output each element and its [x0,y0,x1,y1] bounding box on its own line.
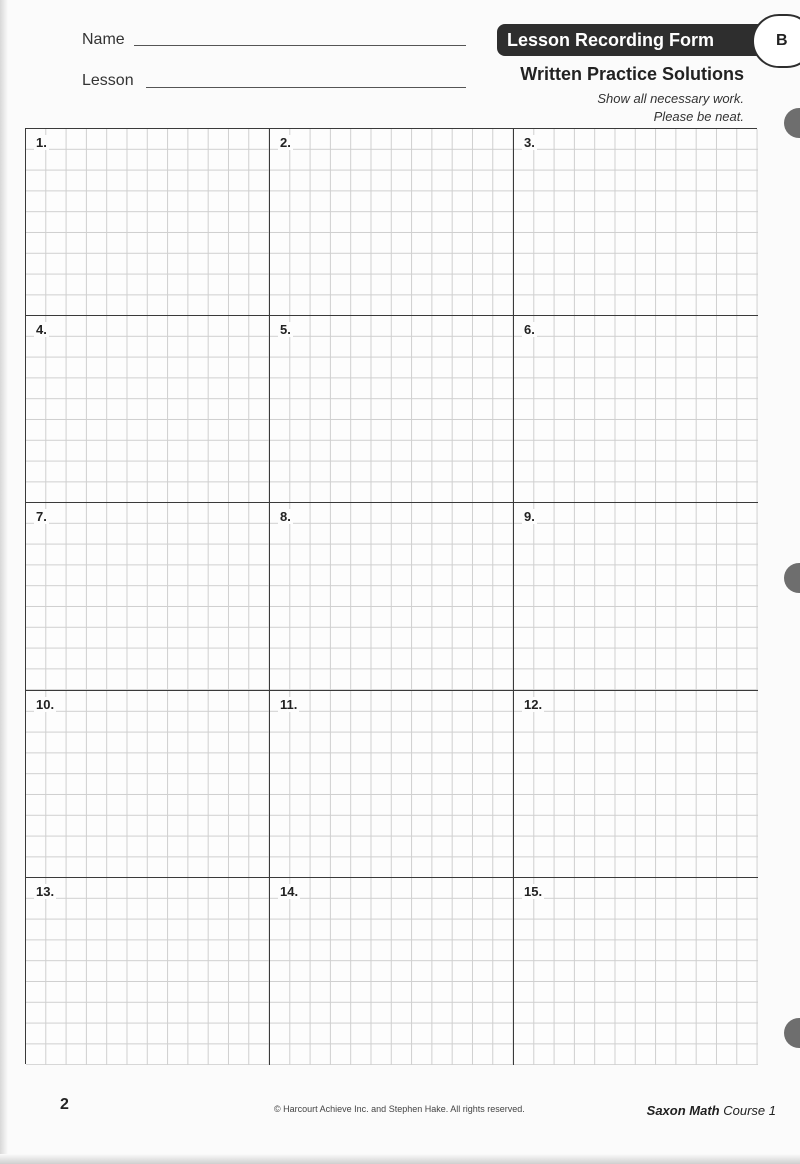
form-letter: B [776,32,788,49]
problem-box[interactable] [270,503,514,690]
problem-number: 6. [524,322,535,338]
problem-number: 11. [280,696,298,712]
book-title-course: Course 1 [719,1103,776,1118]
problem-number: 9. [524,509,535,525]
form-letter-badge [752,14,800,68]
instruction-show-work: Show all necessary work. [597,91,744,106]
form-title: Lesson Recording Form [507,30,715,50]
problem-box[interactable] [270,878,514,1065]
problem-box[interactable] [26,316,270,503]
problem-box[interactable] [514,503,758,690]
problem-number: 2. [280,135,291,150]
binder-hole [784,563,800,593]
binder-hole [784,108,800,138]
problem-box[interactable] [26,878,270,1065]
problem-number: 8. [280,509,291,525]
problem-box[interactable] [270,129,514,316]
problem-number: 5. [280,322,291,338]
form-subtitle: Written Practice Solutions [520,64,744,84]
problem-number: 4. [36,322,47,338]
book-title [647,1103,776,1118]
book-title-series: Saxon Math [646,1103,720,1118]
problem-number: 7. [36,509,47,525]
problem-box[interactable] [514,129,758,316]
problem-number: 12. [524,696,543,712]
problem-box[interactable] [26,129,270,316]
problem-number: 10. [36,696,55,712]
problem-box[interactable] [26,503,270,690]
problem-grid [25,128,757,1064]
name-field[interactable] [134,45,466,46]
problem-box[interactable] [270,316,514,503]
problem-number: 15. [524,883,543,899]
problem-number: 14. [280,883,299,899]
binder-hole [784,1018,800,1048]
copyright-notice: © Harcourt Achieve Inc. and Stephen Hake. All rights reserved. [274,1104,525,1114]
problem-box[interactable] [514,878,758,1065]
problem-number: 1. [36,135,47,150]
name-label: Name [82,31,125,48]
lesson-label: Lesson [82,72,134,89]
lesson-field[interactable] [146,87,466,88]
page-number: 2 [60,1096,69,1113]
problem-number: 3. [524,135,535,150]
scan-bottom-edge [0,1154,800,1164]
problem-box[interactable] [26,691,270,878]
problem-number: 13. [36,883,55,899]
form-title-tab [497,24,767,56]
problem-box[interactable] [514,316,758,503]
instruction-be-neat: Please be neat. [653,109,744,124]
problem-box[interactable] [270,691,514,878]
scan-left-edge [0,0,8,1164]
problem-box[interactable] [514,691,758,878]
